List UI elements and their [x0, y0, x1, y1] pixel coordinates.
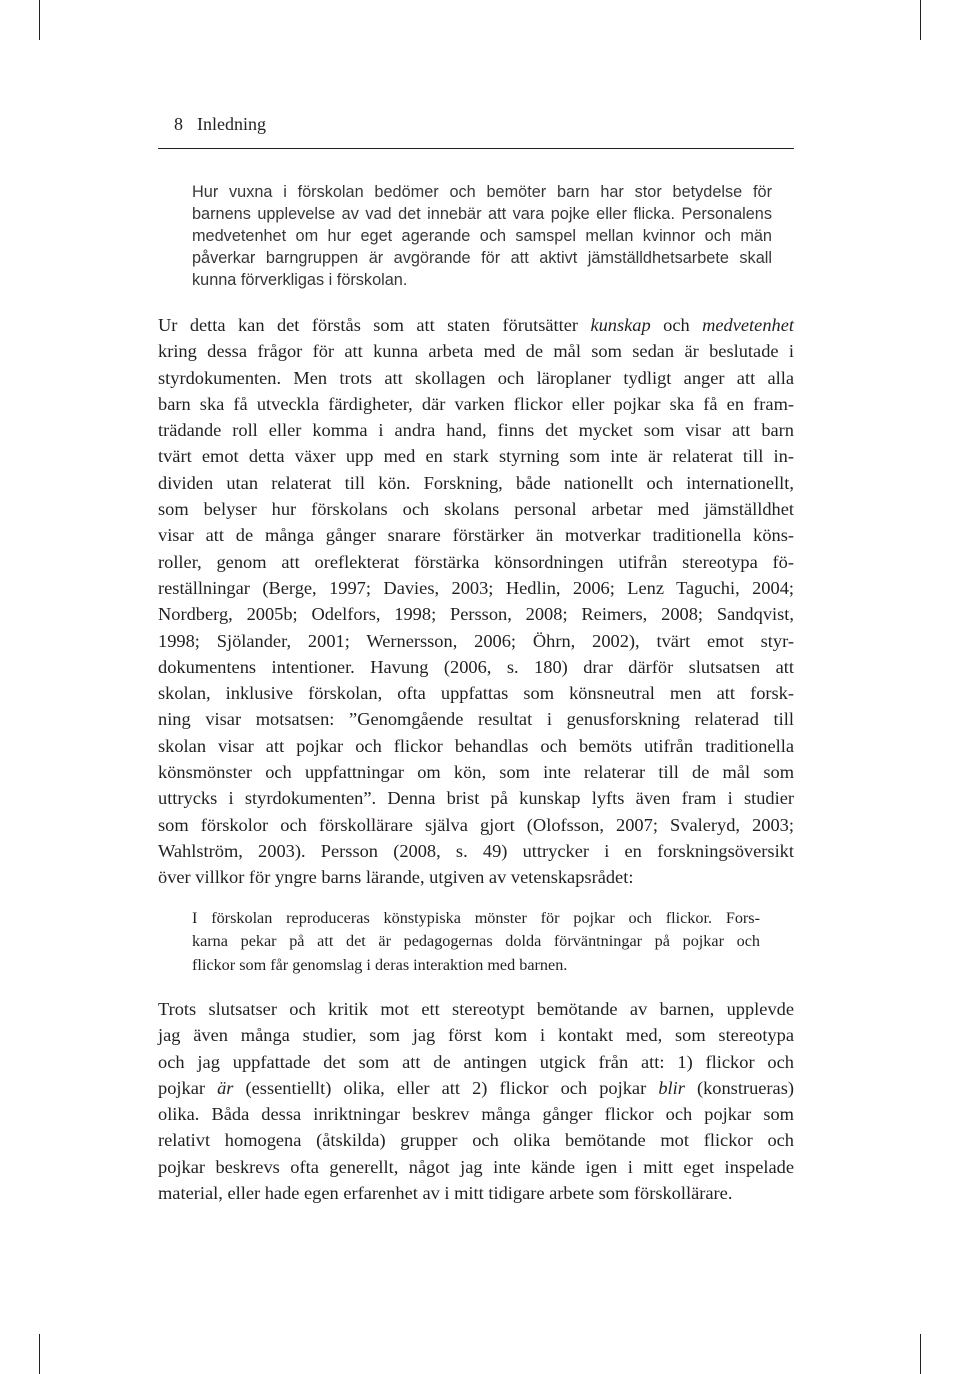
paragraph-line: Trots slutsatser och kritik mot ett stereotypt bemötande av barnen, upplevde [158, 999, 794, 1019]
paragraph-line: dividen utan relaterat till kön. Forskning, både nationellt och internationellt, [158, 472, 794, 493]
paragraph-line: material, eller hade egen erfarenhet av i mitt tidigare arbete som förskollärare. [158, 1183, 733, 1204]
crop-mark-top-right [920, 0, 921, 40]
paragraph-line: styrdokumenten. Men trots att skollagen och läroplaner tydligt anger att alla [158, 367, 794, 388]
quote-line: flickor som får genomslag i deras interaktion med barnen. [192, 955, 568, 974]
paragraph-line: och jag uppfattade det som att de antingen utgick från att: 1) flickor och [158, 1051, 794, 1072]
paragraph-line: Nordberg, 2005b; Odelfors, 1998; Persson, 2008; Reimers, 2008; Sandqvist, [158, 604, 794, 625]
intro-line: Hur vuxna i förskolan bedömer och bemöter barn har stor betydelse för [192, 183, 772, 201]
paragraph-2 [158, 996, 794, 1206]
paragraph-line: dokumentens intentioner. Havung (2006, s. 180) drar därför slutsatsen att [158, 656, 794, 677]
block-quote [192, 907, 760, 977]
emphasis-blir: blir [658, 1077, 685, 1098]
paragraph-line [158, 312, 794, 338]
paragraph-line: uttrycks i styrdokumenten”. Denna brist på kunskap lyfts även fram i studier [158, 788, 794, 809]
paragraph-line: barn ska få utveckla färdigheter, där varken flickor eller pojkar ska få en fram- [158, 393, 794, 414]
paragraph-line: jag även många studier, som jag först kom i kontakt med, som stereotypa [158, 1025, 794, 1046]
paragraph-line: som förskolor och förskollärare själva gjort (Olofsson, 2007; Svaleryd, 2003; [158, 814, 794, 835]
paragraph-line: visar att de många gånger snarare förstärker än motverkar traditionella köns- [158, 525, 794, 546]
paragraph-line: tvärt emot detta växer upp med en stark styrning som inte är relaterat till in- [158, 446, 794, 467]
paragraph-line: ning visar motsatsen: ”Genomgående resultat i genusforskning relaterad till [158, 709, 794, 730]
intro-passage [192, 181, 772, 291]
paragraph-1 [158, 312, 794, 891]
intro-line: påverkar barngruppen är avgörande för att aktivt jämställdhetsarbete skall [192, 249, 772, 267]
running-header [174, 112, 266, 136]
quote-line: karna pekar på att det är pedagogernas dolda förväntningar på pojkar och [192, 932, 760, 951]
crop-mark-bottom-left [39, 1334, 40, 1374]
paragraph-line: skolan, inklusive förskolan, ofta uppfattas som könsneutral men att forsk- [158, 683, 794, 704]
crop-mark-bottom-right [920, 1334, 921, 1374]
intro-line: medvetenhet om hur eget agerande och samspel mellan kvinnor och män [192, 227, 772, 245]
intro-line: barnens upplevelse av vad det innebär att vara pojke eller flicka. Personalens [192, 205, 772, 223]
intro-line: kunna förverkligas i förskolan. [192, 271, 408, 289]
paragraph-line: skolan visar att pojkar och flickor behandlas och bemöts utifrån traditionella [158, 735, 794, 756]
paragraph-line [158, 1075, 794, 1101]
paragraph-line: över villkor för yngre barns lärande, utgiven av vetenskapsrådet: [158, 867, 634, 888]
text-run: Ur detta kan det förstås som att staten förutsätter [158, 315, 591, 335]
paragraph-line: könsmönster och uppfattningar om kön, som inte relaterar till de mål som [158, 762, 794, 783]
emphasis-medvetenhet: medvetenhet [702, 315, 794, 335]
paragraph-line: 1998; Sjölander, 2001; Wernersson, 2006; Öhrn, 2002), tvärt emot styr- [158, 630, 794, 651]
header-rule [158, 148, 794, 149]
paragraph-line: reställningar (Berge, 1997; Davies, 2003; Hedlin, 2006; Lenz Taguchi, 2004; [158, 577, 794, 598]
paragraph-line: trädande roll eller komma i andra hand, finns det mycket som visar att barn [158, 420, 794, 441]
paragraph-line: kring dessa frågor för att kunna arbeta med de mål som sedan är beslutade i [158, 341, 794, 362]
paragraph-line: som belyser hur förskolans och skolans personal arbetar med jämställdhet [158, 499, 794, 520]
text-run: och [650, 315, 703, 335]
running-title: Inledning [197, 114, 266, 134]
paragraph-line: Wahlström, 2003). Persson (2008, s. 49) uttrycker i en forskningsöversikt [158, 840, 794, 861]
text-run: (essentiellt) olika, eller att 2) flickor och pojkar [233, 1077, 659, 1098]
page-number: 8 [174, 114, 183, 134]
emphasis-kunskap: kunskap [590, 315, 651, 335]
text-run: pojkar [158, 1077, 218, 1098]
text-run: (konstrueras) [684, 1077, 795, 1098]
paragraph-line: olika. Båda dessa inriktningar beskrev många gånger flickor och pojkar som [158, 1104, 794, 1125]
quote-line: I förskolan reproduceras könstypiska mönster för pojkar och flickor. Fors- [192, 909, 760, 927]
emphasis-ar: är [217, 1077, 234, 1098]
paragraph-line: roller, genom att oreflekterat förstärka könsordningen utifrån stereotypa fö- [158, 551, 794, 572]
paragraph-line: pojkar beskrevs ofta generellt, något jag inte kände igen i mitt eget inspelade [158, 1156, 794, 1177]
paragraph-line: relativt homogena (åtskilda) grupper och olika bemötande mot flickor och [158, 1130, 794, 1151]
crop-mark-top-left [39, 0, 40, 40]
